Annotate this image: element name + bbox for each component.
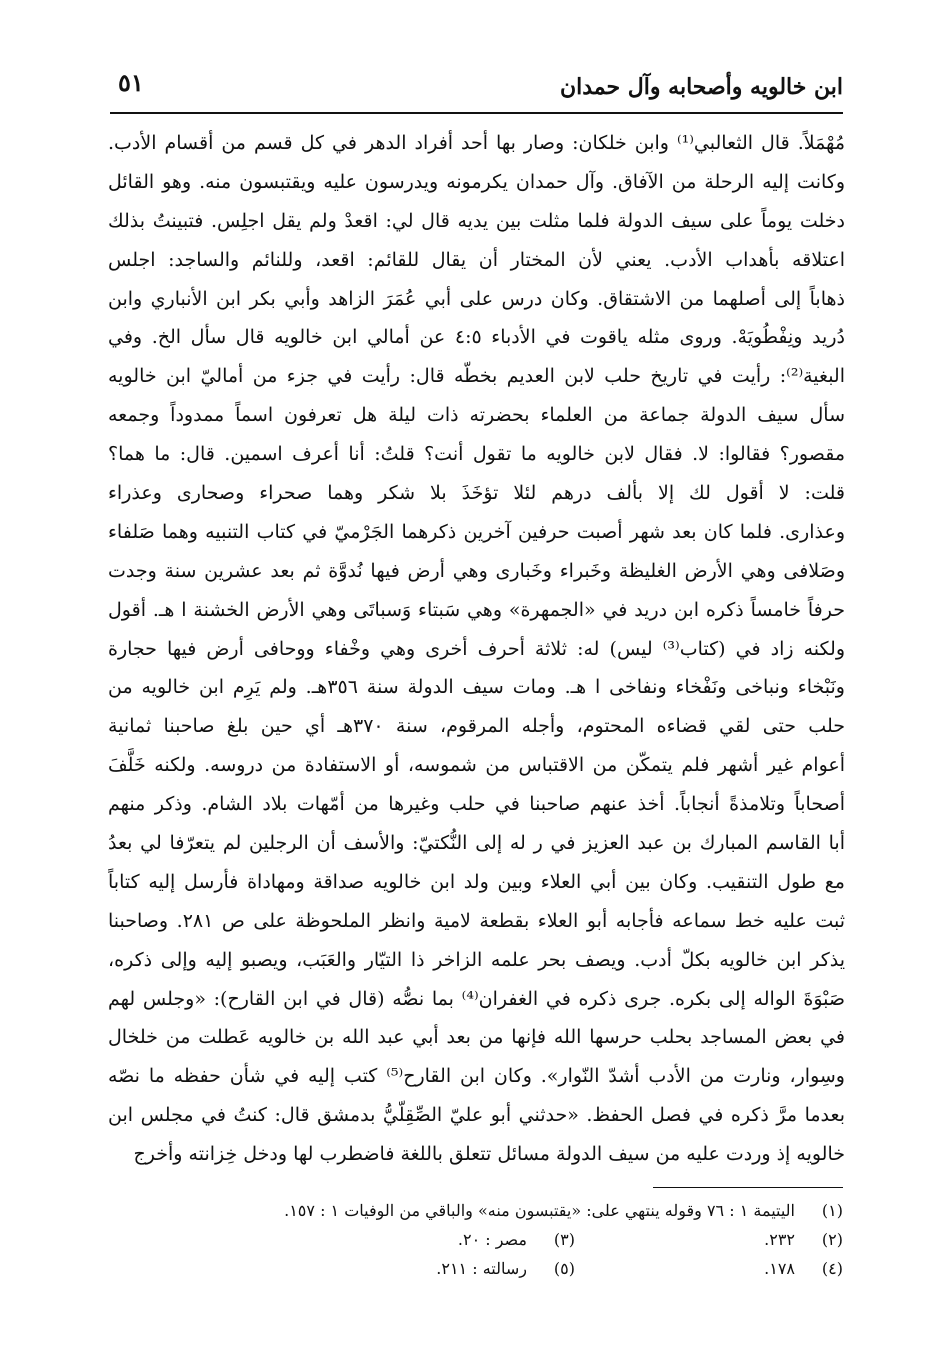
- text-line: قلت: لا أقول لك إلا بألف درهم لئلا تؤخَذَ بلا شكر وهما صحراء وصحارى وعذراء: [108, 482, 845, 505]
- text-line: مُهْمَلاً. قال الثعالبي⁽¹⁾ وابن خلكان: وصار بها أحد أفراد الدهر في كل قسم من أقسام الأدب.: [108, 132, 845, 154]
- text-line: أبا القاسم المبارك بن عبد العزيز في ر له إلى النُّكتيّ: والأسف أن الرجلين لم يتعرّفا لي بعدُ: [108, 832, 845, 855]
- text-line: دُريد ونِفْطُويَهْ. وروى مثله ياقوت في الأدباء ٤:٥ عن أمالي ابن خالويه قال سأل الخ. وفي: [108, 326, 845, 349]
- footnotes: [108, 1196, 843, 1283]
- footnote-number: (١): [821, 1201, 843, 1220]
- footnote-text: ١٧٨.: [764, 1259, 795, 1278]
- text-line: بعدما مرَّ ذكره في فصل الحفظ. «حدثني أبو عليّ الصِّقِلّيُّ بدمشق قال: كنتُ في مجلس ابن: [108, 1104, 845, 1127]
- footnote-separator: [653, 1187, 843, 1188]
- text-line: خالويه إذ وردت عليه من سيف الدولة مسائل تتعلق باللغة فاضطرب لها ودخل خِزانته وأخرج: [133, 1143, 845, 1166]
- text-line: دخلت يوماً على سيف الدولة فلما مثلت بين يديه قال لي: اقعدْ ولم يقل اجلِس. فتبينتُ بذلك: [108, 209, 845, 232]
- footnote-line: [108, 1254, 843, 1283]
- text-line: وكانت إليه الرحلة من الآفاق. وآل حمدان يكرمونه ويدرسون عليه ويقتبسون منه. وهو القائل: [108, 170, 845, 193]
- footnote-text: رسالته : ٢١١.: [436, 1259, 527, 1278]
- footnote-text: ٢٣٢.: [764, 1230, 795, 1249]
- footnote-line: [108, 1225, 843, 1254]
- footnote-text: مصر : ٢٠.: [457, 1230, 527, 1249]
- text-line: وسِوار، ونارت من الأدب أشدّ النّوار». وكان ابن القارح⁽⁵⁾ كتب إليه في شأن حفظه ما نصّه: [108, 1065, 845, 1088]
- text-line: سأل سيف الدولة جماعة من العلماء بحضرته ذات ليلة هل تعرفون اسماً ممدوداً وجمعه: [108, 404, 845, 427]
- page-number: ٥١: [118, 68, 144, 97]
- text-line: مقصور؟ فقالوا: لا. فقال لابن خالويه ما تقول أنت؟ قلتُ: أنا أعرف اسمين. قال: ما هما؟: [108, 443, 845, 466]
- footnote-number: (٣): [553, 1230, 575, 1249]
- body-text: [108, 124, 845, 1174]
- text-line: أصحاباً وتلامذةً أنجاباً. أخذ عنهم صاحبنا في حلب وغيرها من أمّهات بلاد الشام. وذكر منهم: [108, 793, 845, 816]
- text-line: ونَبْخاء ونباخى ونَفْخاء ونفاخى ا هـ. ومات سيف الدولة سنة ٣٥٦هـ. ولم يَرِم ابن خالويه من: [108, 676, 845, 699]
- text-line: مع طول التنقيب. وكان بين أبي العلاء وبين ولد ابن خالويه صداقة ومهاداة فأرسل إليه كتاباً: [108, 870, 845, 893]
- page-header: [110, 62, 843, 114]
- footnote-line: [108, 1196, 843, 1225]
- text-line: وعذارى. فلما كان بعد شهر أصبت حرفين آخرين ذكرهما الجَرْميّ في كتاب التنبيه وهما صَلفاء: [108, 520, 845, 543]
- text-line: ولكنه زاد في (كتاب⁽³⁾ ليس) له: ثلاثة أحرف أخرى وهي وخْفاء ووحافى أرض فيها حجارة: [108, 637, 845, 660]
- text-line: صَبْوَةَ الواله إلى بكره. جرى ذكره في الغفران⁽⁴⁾ بما نصُّه (قال في ابن القارح): «وجلس لهم: [108, 987, 845, 1010]
- footnote-number: (٥): [553, 1259, 575, 1278]
- text-line: ذهاباً إلى أصلهما من الاشتقاق. وكان درس على أبي عُمَرَ الزاهد وأبي بكر ابن الأنباري وابن: [108, 287, 845, 310]
- text-line: حرفاً خامساً ذكره ابن دريد في «الجمهرة» وهي سَبتاء وَسباتَى وهي الأرض الخشنة ا هـ. أقول: [108, 598, 845, 621]
- text-line: في بعض المساجد بحلب حرسها الله فإنها من بعد أبي عبد الله بن خالويه عَطلت من خلخال: [108, 1026, 845, 1049]
- text-line: وصَلافى وهي الأرض الغليظة وخَبراء وخَبارى وهي أرض فيها نُدوَّة ثم بعد عشرين سنة وجدت: [108, 559, 845, 582]
- footnote-number: (٤): [821, 1259, 843, 1278]
- text-line: اعتلاقه بأهداب الأدب. يعني لأن المختار أن يقال للقائم: اقعد، وللنائم والساجد: اجلس: [108, 248, 845, 271]
- text-line: يذكر ابن خالويه بكلّ أدب. ويصف بحر علمه الزاخر ذا التيّار والعَبَب، ويصبو إليه وإلى ذكره،: [108, 948, 845, 971]
- text-line: حلب حتى لقي قضاءه المحتوم، وأجله المرقوم، سنة ٣٧٠هـ أي حين بلغ صاحبنا ثمانية: [108, 715, 845, 738]
- text-line: أعوام غير أشهر فلم يتمكّن من الاقتباس من شموسه، أو الاستفادة من دروسه. ولكنه خَلَّفَ: [108, 754, 845, 777]
- text-line: البغية⁽²⁾: رأيت في تاريخ حلب لابن العديم بخطّه قال: رأيت في جزء من أماليّ ابن خالويه: [108, 365, 845, 388]
- text-line: ثبت عليه خط سماعه فأجابه أبو العلاء بقطعة لامية وانظر الملحوظة على ص ٢٨١. وصاحبنا: [108, 909, 845, 932]
- footnote-number: (٢): [821, 1230, 843, 1249]
- running-title: ابن خالويه وأصحابه وآل حمدان: [559, 74, 843, 100]
- footnote-text: اليتيمة ١ : ٧٦ وقوله ينتهي على: «يقتبسون منه» والباقي من الوفيات ١ : ١٥٧.: [284, 1201, 795, 1220]
